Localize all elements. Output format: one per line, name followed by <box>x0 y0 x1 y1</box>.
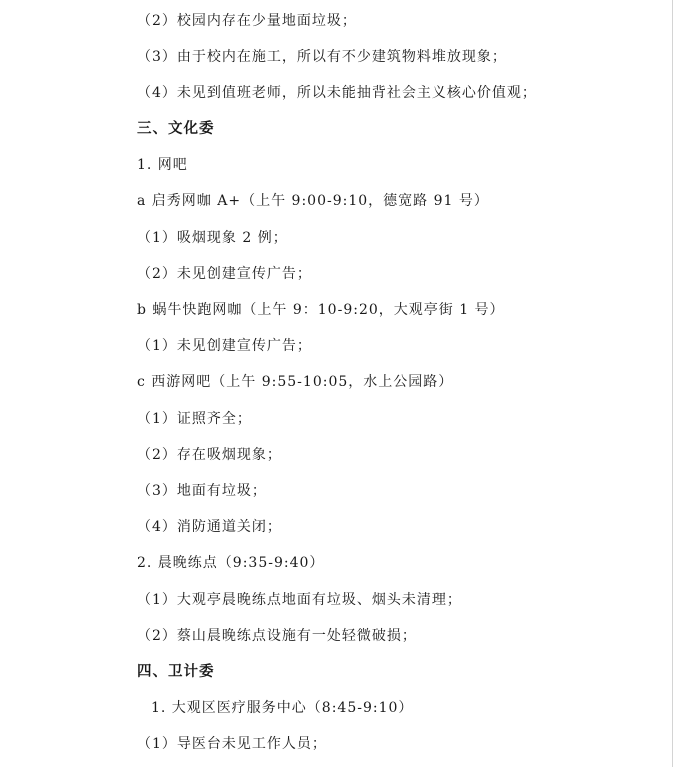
inspection-item: （1）大观亭晨晚练点地面有垃圾、烟头未清理； <box>137 592 462 608</box>
section-heading-health: 四、卫计委 <box>137 663 215 680</box>
venue-entry: c 西游网吧（上午 9:55-10:05，水上公园路） <box>137 374 454 390</box>
subsection-internet-cafe: 1. 网吧 <box>137 157 188 173</box>
subsection-exercise-point: 2. 晨晚练点（9:35-9:40） <box>137 555 325 571</box>
inspection-item: （2）蔡山晨晚练点设施有一处轻微破损； <box>137 628 417 644</box>
inspection-item: （3）由于校内在施工，所以有不少建筑物料堆放现象； <box>137 49 507 65</box>
subsection-medical-center: 1. 大观区医疗服务中心（8:45-9:10） <box>151 700 414 716</box>
inspection-item: （1）吸烟现象 2 例； <box>137 230 288 246</box>
venue-entry: a 启秀网咖 A+（上午 9:00-9:10，德宽路 91 号） <box>137 193 489 209</box>
venue-entry: b 蜗牛快跑网咖（上午 9：10-9:20，大观亭街 1 号） <box>137 302 505 318</box>
inspection-item: （2）未见创建宣传广告； <box>137 266 312 282</box>
inspection-item: （4）消防通道关闭； <box>137 519 282 535</box>
inspection-item: （1）导医台未见工作人员； <box>137 736 327 752</box>
inspection-item: （1）未见创建宣传广告； <box>137 338 312 354</box>
inspection-item: （1）证照齐全； <box>137 411 252 427</box>
section-heading-culture: 三、文化委 <box>137 120 215 137</box>
inspection-item: （4）未见到值班老师，所以未能抽背社会主义核心价值观； <box>137 85 537 101</box>
inspection-item: （2）存在吸烟现象； <box>137 447 282 463</box>
inspection-item: （3）地面有垃圾； <box>137 483 267 499</box>
inspection-item: （2）校园内存在少量地面垃圾； <box>137 13 357 29</box>
